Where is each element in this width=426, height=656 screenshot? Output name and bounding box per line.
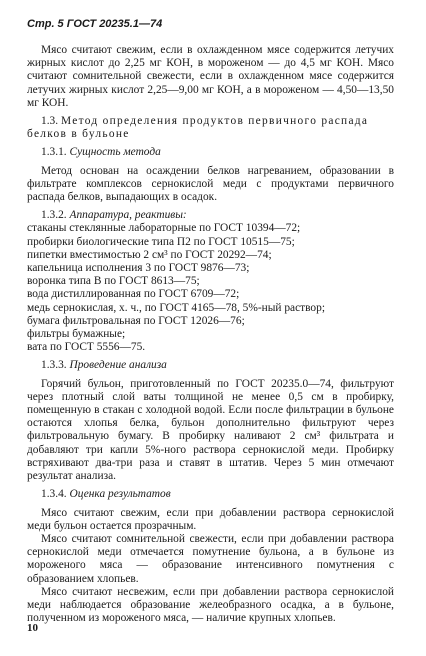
section-1-3-2-number: 1.3.2.: [41, 209, 67, 222]
list-item: фильтры бумажные;: [27, 328, 126, 341]
list-item: вата по ГОСТ 5556—75.: [27, 341, 146, 354]
list-item: стаканы стеклянные лабораторные по ГОСТ 10394—72;: [27, 222, 301, 235]
section-1-3-number: 1.3.: [41, 115, 59, 128]
section-1-3-1-heading: [27, 146, 394, 159]
section-1-3-4-number: 1.3.4.: [41, 488, 67, 501]
section-1-3-heading: [27, 115, 394, 141]
page-header: Стр. 5 ГОСТ 20235.1—74: [27, 18, 163, 30]
equipment-list: [27, 222, 394, 354]
section-1-3-title: Метод определения продуктов первичного распада белков в бульоне: [27, 115, 369, 141]
section-1-3-3-title: Проведение анализа: [69, 359, 167, 372]
section-1-3-3-heading: [27, 359, 394, 372]
list-item: капельница исполнения 3 по ГОСТ 9876—73;: [27, 262, 250, 275]
list-item: пробирки биологические типа П2 по ГОСТ 10515—75;: [27, 235, 295, 248]
list-item: медь сернокислая, х. ч., по ГОСТ 4165—78, 5%-ный раствор;: [27, 301, 325, 314]
section-1-3-4-heading: [27, 488, 394, 501]
section-1-3-1-number: 1.3.1.: [41, 146, 67, 159]
section-1-3-4-title: Оценка результатов: [69, 488, 171, 501]
list-item: воронка типа В по ГОСТ 8613—75;: [27, 275, 200, 288]
page-number: 10: [27, 622, 38, 634]
intro-paragraph: Мясо считают свежим, если в охлажденном мясе содержится летучих жирных кислот до 2,25 мг КОН, в мороженом — до 4,5 мг КОН. Мясо считают сомнительной свежести, если в охлажденном мясе содержится летучих жирных кислот 2,25—9,00 мг КОН, а в мороженом — 4,50—13,50 мг КОН.: [27, 44, 394, 109]
list-item: бумага фильтровальная по ГОСТ 12026—76;: [27, 314, 245, 327]
section-1-3-3-number: 1.3.3.: [41, 359, 67, 372]
section-1-3-1-text: Метод основан на осаждении белков нагреванием, образовании в фильтрате комплексов сернокислой меди с продуктами первичного распада белков, выпадающих в осадок.: [27, 164, 394, 204]
section-1-3-1-title: Сущность метода: [69, 146, 161, 159]
section-1-3-2-title: Аппаратура, реактивы:: [69, 209, 187, 222]
list-item: пипетки вместимостью 2 см³ по ГОСТ 20292—74;: [27, 248, 272, 261]
section-1-3-2-heading: [27, 209, 394, 222]
result-stale-text: Мясо считают несвежим, если при добавлении раствора сернокислой меди наблюдается образование желеобразного осадка, а в бульоне, полученном из мороженого мяса, — наличие крупных хлопьев.: [27, 585, 394, 625]
section-1-3-3-text: Горячий бульон, приготовленный по ГОСТ 20235.0—74, фильтруют через плотный слой ваты толщиной не менее 0,5 см в пробирку, помещенную в стакан с холодной водой. Если после фильтрации в бульоне остаются хлопья белка, бульон дополнительно фильтруют через фильтровальную бумагу. В пробирку наливают 2 см³ фильтрата и добавляют три капли 5%-ного раствора сернокислой меди. Пробирку встряхивают два-три раза и ставят в штатив. Через 5 мин отмечают результат анализа.: [27, 377, 394, 483]
list-item: вода дистиллированная по ГОСТ 6709—72;: [27, 288, 240, 301]
result-fresh-text: Мясо считают свежим, если при добавлении раствора сернокислой меди бульон остается прозрачным.: [27, 506, 394, 532]
result-doubtful-text: Мясо считают сомнительной свежести, если при добавлении раствора сернокислой меди отмечается помутнение бульона, а в бульоне из мороженого мяса — образование интенсивного помутнения с образованием хлопьев.: [27, 532, 394, 585]
